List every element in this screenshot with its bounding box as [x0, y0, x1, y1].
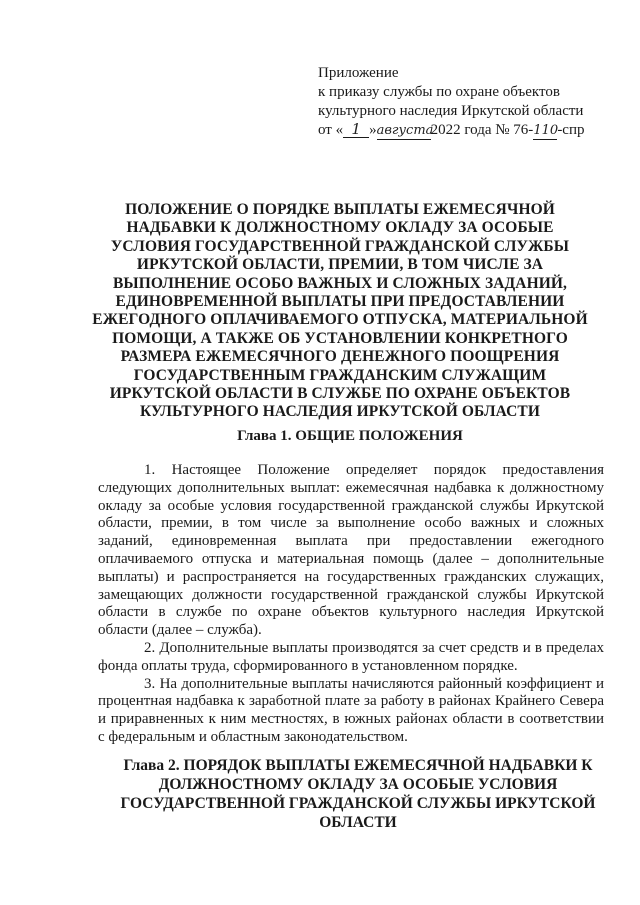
appendix-label: Приложение — [318, 65, 399, 81]
appendix-date-line — [318, 121, 618, 140]
paragraph-1: 1. Настоящее Положение определяет порядок предоставления следующих дополнительных выплат: ежемесячная надбавка к должностному окладу за особые условия государственной гражданской службы Иркутской области, премии, в том числе за выполнение особо важных и сложных заданий, единовременная выплата при предоставлении ежегодного оплачиваемого отпуска и материальная помощь (далее – дополнительные выплаты) и распространяется на государственных гражданских служащих, замещающих должности государственной гражданской службы Иркутской области в службе по охране объектов культурного наследия Иркутской области (далее – служба). — [98, 462, 604, 639]
paragraph-3: 3. На дополнительные выплаты начисляются районный коэффициент и процентная надбавка к заработной плате за работу в районах Крайнего Севера и приравненных к ним местностях, в южных районах области в соответствии с федеральным и областным законодательством. — [98, 675, 604, 745]
handwritten-order-number: 110 — [533, 123, 559, 138]
chapter-2-heading: Глава 2. ПОРЯДОК ВЫПЛАТЫ ЕЖЕМЕСЯЧНОЙ НАДБАВКИ К ДОЛЖНОСТНОМУ ОКЛАДУ ЗА ОСОБЫЕ УСЛОВИЯ ГОСУДАРСТВЕННОЙ ГРАЖДАНСКОЙ СЛУЖБЫ ИРКУТСКОЙ ОБЛАСТИ — [120, 757, 596, 831]
chapter-1-body — [98, 462, 604, 747]
chapter-1-heading: Глава 1. ОБЩИЕ ПОЛОЖЕНИЯ — [237, 428, 463, 444]
date-prefix: от « — [318, 122, 344, 138]
order-suffix: -спр — [557, 122, 585, 138]
appendix-order-ref: к приказу службы по охране объектов — [318, 84, 560, 100]
date-mid: » — [369, 122, 377, 138]
handwritten-day: 1 — [343, 121, 369, 138]
paragraph-2: 2. Дополнительные выплаты производятся за счет средств и в пределах фонда оплаты труда, сформированного в установленном порядке. — [98, 639, 604, 674]
handwritten-month: августа — [376, 123, 434, 138]
appendix-block — [318, 64, 618, 140]
appendix-agency: культурного наследия Иркутской области — [318, 103, 584, 119]
date-year: 2022 года № 76- — [430, 122, 534, 138]
document-title: ПОЛОЖЕНИЕ О ПОРЯДКЕ ВЫПЛАТЫ ЕЖЕМЕСЯЧНОЙ НАДБАВКИ К ДОЛЖНОСТНОМУ ОКЛАДУ ЗА ОСОБЫЕ УСЛОВИЯ ГОСУДАРСТВЕННОЙ ГРАЖДАНСКОЙ СЛУЖБЫ ИРКУТСКОЙ ОБЛАСТИ, ПРЕМИИ, В ТОМ ЧИСЛЕ ЗА ВЫПОЛНЕНИЕ ОСОБО ВАЖНЫХ И СЛОЖНЫХ ЗАДАНИЙ, ЕДИНОВРЕМЕННОЙ ВЫПЛАТЫ ПРИ ПРЕДОСТАВЛЕНИИ ЕЖЕГОДНОГО ОПЛАЧИВАЕМОГО ОТПУСКА, МАТЕРИАЛЬНОЙ ПОМОЩИ, А ТАКЖЕ ОБ УСТАНОВЛЕНИИ КОНКРЕТНОГО РАЗМЕРА ЕЖЕМЕСЯЧНОГО ДЕНЕЖНОГО ПООЩРЕНИЯ ГОСУДАРСТВЕННЫМ ГРАЖДАНСКИМ СЛУЖАЩИМ ИРКУТСКОЙ ОБЛАСТИ В СЛУЖБЕ ПО ОХРАНЕ ОБЪЕКТОВ КУЛЬТУРНОГО НАСЛЕДИЯ ИРКУТСКОЙ ОБЛАСТИ — [92, 201, 588, 421]
